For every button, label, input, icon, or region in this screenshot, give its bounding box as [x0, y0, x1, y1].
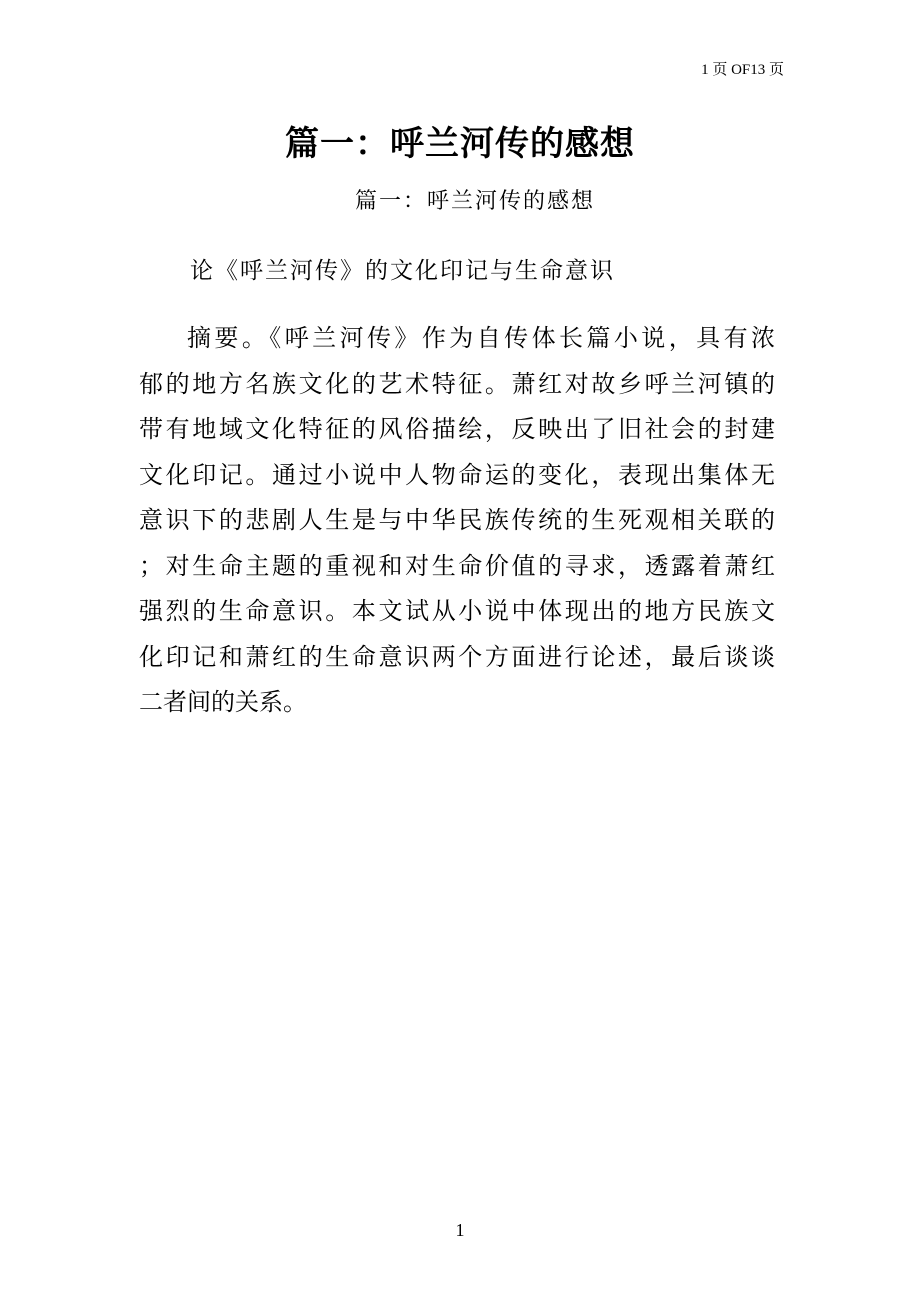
document-title: 篇一：呼兰河传的感想 — [285, 124, 635, 164]
essay-heading: 论《呼兰河传》的文化印记与生命意识 — [190, 258, 615, 284]
abstract-line: 意识下的悲剧人生是与中华民族传统的生死观相关联的 — [139, 506, 775, 534]
abstract-line: 化印记和萧红的生命意识两个方面进行论述，最后谈谈 — [139, 642, 775, 671]
abstract-line: ；对生命主题的重视和对生命价值的寻求，透露着萧红 — [139, 551, 775, 580]
abstract-paragraph — [139, 316, 775, 726]
abstract-line: 郁的地方名族文化的艺术特征。萧红对故乡呼兰河镇的 — [139, 369, 775, 398]
document-subtitle: 篇一：呼兰河传的感想 — [355, 189, 596, 214]
page-indicator: 1 页 OF13 页 — [701, 62, 784, 78]
abstract-line: 文化印记。通过小说中人物命运的变化，表现出集体无 — [139, 460, 775, 489]
abstract-line: 二者间的关系。 — [139, 688, 307, 716]
page-number: 1 — [455, 1220, 465, 1240]
abstract-line: 强烈的生命意识。本文试从小说中体现出的地方民族文 — [139, 597, 775, 625]
abstract-line: 摘要。《呼兰河传》作为自传体长篇小说，具有浓 — [187, 324, 775, 352]
abstract-line: 带有地域文化特征的风俗描绘，反映出了旧社会的封建 — [139, 415, 775, 443]
